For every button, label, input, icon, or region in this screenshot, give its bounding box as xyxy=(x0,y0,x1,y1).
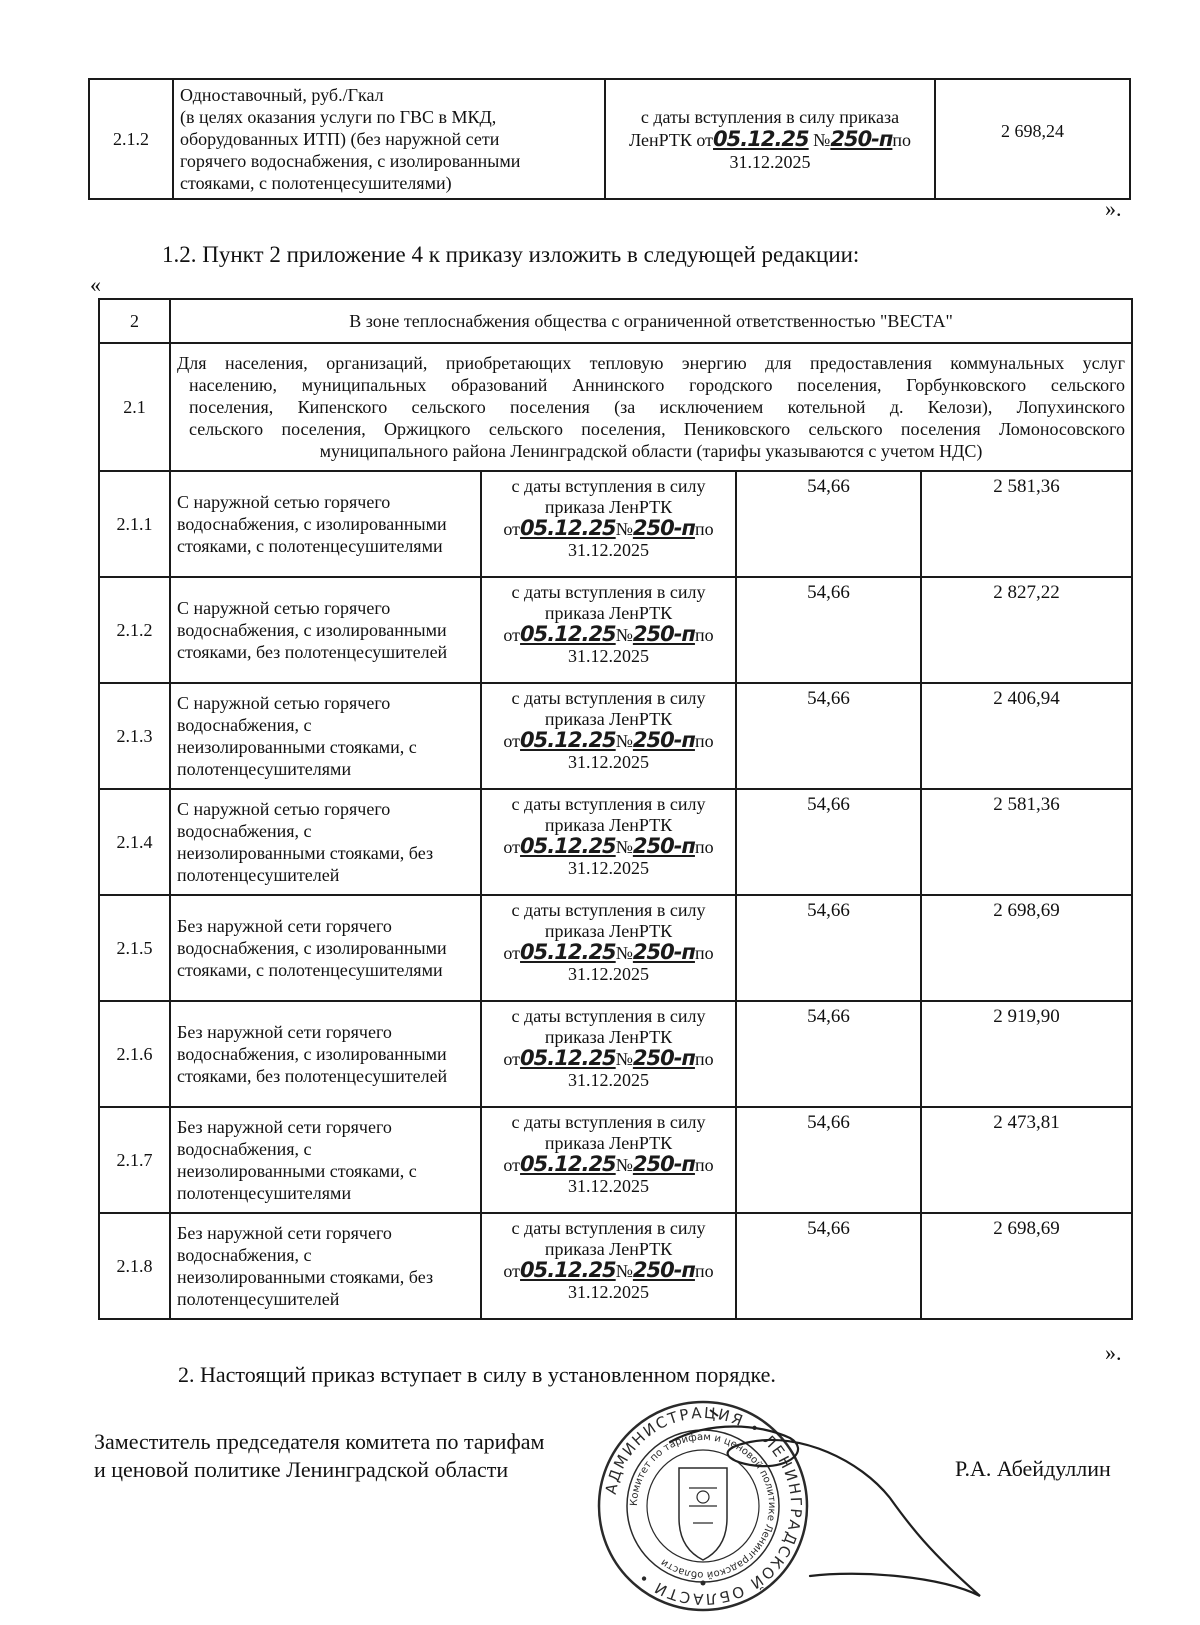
period-by: по xyxy=(694,837,714,857)
desc-line: водоснабжения, с xyxy=(177,1139,312,1159)
desc-line: Без наружной сети горячего xyxy=(177,1022,392,1042)
period-line: приказа ЛенРТК xyxy=(544,1133,673,1153)
group-line: муниципального района Ленинградской области (тарифы указываются с учетом НДС) xyxy=(319,441,983,461)
group-line: поселения, Кипенского сельского поселения (за исключением котельной д. Келози), Лопухинского xyxy=(189,397,1126,417)
period-line: с даты вступления в силу xyxy=(511,688,706,708)
period-line: приказа ЛенРТК xyxy=(544,815,673,835)
period-line: с даты вступления в силу xyxy=(511,1112,706,1132)
period-line: приказа ЛенРТК xyxy=(544,1027,673,1047)
group-line: Для населения, организаций, приобретающих тепловую энергию для предоставления коммунальных услуг xyxy=(177,353,1126,373)
table-row xyxy=(99,789,1132,895)
period-line: приказа ЛенРТК xyxy=(544,921,673,941)
tariff-value: 2 698,24 xyxy=(935,79,1130,199)
period-end: 31.12.2025 xyxy=(568,752,649,772)
desc-line: С наружной сетью горячего xyxy=(177,799,391,819)
rate-component-2: 2 919,90 xyxy=(921,1001,1132,1107)
row-number: 2.1.8 xyxy=(99,1213,170,1319)
rate-component-2: 2 827,22 xyxy=(921,577,1132,683)
handwritten-date: 05.12.25 xyxy=(520,728,616,752)
period-line xyxy=(488,730,729,752)
table-row xyxy=(99,1107,1132,1213)
period-by: по xyxy=(694,519,714,539)
validity-period xyxy=(481,1213,736,1319)
handwritten-order-number: 250-п xyxy=(632,834,695,858)
zone-title: В зоне теплоснабжения общества с ограниченной ответственностью "ВЕСТА" xyxy=(170,299,1132,343)
period-prefix: от xyxy=(503,1155,521,1175)
row-description xyxy=(170,789,481,895)
signatory-name: Р.А. Абейдуллин xyxy=(955,1456,1111,1481)
number-sign: № xyxy=(615,1049,633,1069)
desc-line: стояками, без полотенцесушителей xyxy=(177,1066,448,1086)
period-end: 31.12.2025 xyxy=(568,540,649,560)
period-line xyxy=(488,942,729,964)
desc-line: водоснабжения, с изолированными xyxy=(177,938,447,958)
zone-number: 2 xyxy=(99,299,170,343)
desc-line: неизолированными стояками, без xyxy=(177,1267,434,1287)
desc-line: С наружной сетью горячего xyxy=(177,492,391,512)
period-line: с даты вступления в силу xyxy=(511,476,706,496)
number-sign: № xyxy=(615,837,633,857)
rate-component-2: 2 473,81 xyxy=(921,1107,1132,1213)
desc-line: (в целях оказания услуги по ГВС в МКД, xyxy=(180,107,497,127)
section-heading: 1.2. Пункт 2 приложение 4 к приказу изложить в следующей редакции: xyxy=(162,242,860,267)
period-prefix: от xyxy=(503,837,521,857)
desc-line: неизолированными стояками, с xyxy=(177,737,417,757)
period-line xyxy=(488,1260,729,1282)
period-line: приказа ЛенРТК xyxy=(544,1239,673,1259)
desc-line: полотенцесушителей xyxy=(177,1289,340,1309)
desc-line: С наружной сетью горячего xyxy=(177,693,391,713)
desc-line: неизолированными стояками, с xyxy=(177,1161,417,1181)
desc-line: водоснабжения, с xyxy=(177,1245,312,1265)
number-sign: № xyxy=(615,519,633,539)
handwritten-date: 05.12.25 xyxy=(520,940,616,964)
table-row xyxy=(99,1001,1132,1107)
number-sign: № xyxy=(615,731,633,751)
group-row xyxy=(99,343,1132,471)
period-prefix: от xyxy=(503,519,521,539)
period-end: 31.12.2025 xyxy=(568,1176,649,1196)
period-line xyxy=(488,1154,729,1176)
handwritten-date: 05.12.25 xyxy=(520,1152,616,1176)
row-number: 2.1.3 xyxy=(99,683,170,789)
period-by: по xyxy=(694,625,714,645)
handwritten-date: 05.12.25 xyxy=(520,516,616,540)
period-prefix: ЛенРТК от xyxy=(628,130,714,150)
rate-component-2: 2 581,36 xyxy=(921,789,1132,895)
desc-line: стояками, с полотенцесушителями xyxy=(177,536,443,556)
handwritten-order-number: 250-п xyxy=(632,1046,695,1070)
period-end: 31.12.2025 xyxy=(568,964,649,984)
rate-component-1: 54,66 xyxy=(736,471,921,577)
row-number: 2.1.2 xyxy=(89,79,173,199)
period-line xyxy=(488,518,729,540)
row-description xyxy=(170,1107,481,1213)
number-sign: № xyxy=(615,625,633,645)
desc-line: оборудованных ИТП) (без наружной сети xyxy=(180,129,500,149)
table-row xyxy=(99,471,1132,577)
desc-line: водоснабжения, с xyxy=(177,715,312,735)
desc-line: Без наружной сети горячего xyxy=(177,1223,392,1243)
zone-row xyxy=(99,299,1132,343)
rate-component-1: 54,66 xyxy=(736,577,921,683)
desc-line: Одноставочный, руб./Гкал xyxy=(180,85,384,105)
desc-line: горячего водоснабжения, с изолированными xyxy=(180,151,521,171)
period-line: приказа ЛенРТК xyxy=(544,603,673,623)
period-end: 31.12.2025 xyxy=(568,858,649,878)
number-sign: № xyxy=(813,130,831,150)
desc-line: стояками, с полотенцесушителями) xyxy=(180,173,452,193)
desc-line: Без наружной сети горячего xyxy=(177,1117,392,1137)
period-line xyxy=(488,1048,729,1070)
handwritten-order-number: 250-п xyxy=(632,622,695,646)
closing-quote: ». xyxy=(1105,1340,1122,1365)
period-end: 31.12.2025 xyxy=(568,1282,649,1302)
desc-line: С наружной сетью горячего xyxy=(177,598,391,618)
desc-line: стояками, без полотенцесушителей xyxy=(177,642,448,662)
handwritten-order-number: 250-п xyxy=(632,728,695,752)
period-end: 31.12.2025 xyxy=(568,1070,649,1090)
row-number: 2.1.6 xyxy=(99,1001,170,1107)
handwritten-date: 05.12.25 xyxy=(520,622,616,646)
rate-component-2: 2 698,69 xyxy=(921,1213,1132,1319)
final-clause: 2. Настоящий приказ вступает в силу в установленном порядке. xyxy=(178,1362,776,1387)
period-line xyxy=(488,624,729,646)
rate-component-2: 2 406,94 xyxy=(921,683,1132,789)
period-line: с даты вступления в силу xyxy=(511,1006,706,1026)
period-prefix: от xyxy=(503,1049,521,1069)
period-prefix: от xyxy=(503,625,521,645)
period-line: с даты вступления в силу xyxy=(511,794,706,814)
rate-component-1: 54,66 xyxy=(736,1107,921,1213)
closing-quote: ». xyxy=(1105,196,1122,221)
validity-period xyxy=(481,1001,736,1107)
number-sign: № xyxy=(615,1261,633,1281)
rate-component-1: 54,66 xyxy=(736,789,921,895)
rate-component-1: 54,66 xyxy=(736,895,921,1001)
stamp-inner-text: Комитет по тарифам и ценовой политике Ленинградской области xyxy=(628,1431,778,1581)
handwritten-date: 05.12.25 xyxy=(713,127,809,151)
row-number: 2.1.5 xyxy=(99,895,170,1001)
handwritten-date: 05.12.25 xyxy=(520,834,616,858)
top-tariff-table xyxy=(88,78,1131,200)
group-description xyxy=(170,343,1132,471)
handwritten-signature-icon xyxy=(560,1380,1000,1620)
period-by: по xyxy=(694,1261,714,1281)
number-sign: № xyxy=(615,943,633,963)
validity-period xyxy=(481,789,736,895)
number-sign: № xyxy=(615,1155,633,1175)
rate-component-1: 54,66 xyxy=(736,1213,921,1319)
period-line: с даты вступления в силу xyxy=(511,582,706,602)
row-description xyxy=(170,471,481,577)
table-row xyxy=(99,1213,1132,1319)
period-line: с даты вступления в силу xyxy=(511,900,706,920)
stamp-outer-text: АДМИНИСТРАЦИЯ • ЛЕНИНГРАДСКОЙ ОБЛАСТИ • xyxy=(601,1403,806,1609)
validity-period xyxy=(481,471,736,577)
table-row xyxy=(99,577,1132,683)
row-description xyxy=(170,1213,481,1319)
row-number: 2.1.2 xyxy=(99,577,170,683)
row-description xyxy=(170,577,481,683)
validity-period xyxy=(481,1107,736,1213)
handwritten-order-number: 250-п xyxy=(632,940,695,964)
rate-component-2: 2 698,69 xyxy=(921,895,1132,1001)
row-number: 2.1.4 xyxy=(99,789,170,895)
desc-line: водоснабжения, с xyxy=(177,821,312,841)
period-by: по xyxy=(694,731,714,751)
row-number: 2.1.1 xyxy=(99,471,170,577)
period-line: с даты вступления в силу xyxy=(511,1218,706,1238)
rate-component-1: 54,66 xyxy=(736,1001,921,1107)
period-line: приказа ЛенРТК xyxy=(544,709,673,729)
desc-line: водоснабжения, с изолированными xyxy=(177,514,447,534)
period-end: 31.12.2025 xyxy=(729,152,811,172)
period-line xyxy=(488,836,729,858)
table-row xyxy=(99,683,1132,789)
handwritten-order-number: 250-п xyxy=(632,516,695,540)
tariff-rows xyxy=(99,471,1132,1319)
validity-period xyxy=(481,895,736,1001)
period-by: по xyxy=(694,943,714,963)
validity-period xyxy=(481,683,736,789)
tariff-table xyxy=(98,298,1133,1320)
desc-line: полотенцесушителями xyxy=(177,759,352,779)
period-end: 31.12.2025 xyxy=(568,646,649,666)
desc-line: полотенцесушителей xyxy=(177,865,340,885)
row-description xyxy=(170,895,481,1001)
group-line: сельского поселения, Оржицкого сельского поселения, Пениковского сельского поселения Ломоносовского xyxy=(189,419,1126,439)
desc-line: неизолированными стояками, без xyxy=(177,843,434,863)
group-number: 2.1 xyxy=(99,343,170,471)
period-by: по xyxy=(694,1049,714,1069)
period-prefix: от xyxy=(503,1261,521,1281)
period-line: с даты вступления в силу приказа xyxy=(640,107,900,127)
desc-line: стояками, с полотенцесушителями xyxy=(177,960,443,980)
handwritten-order-number: 250-п xyxy=(830,127,893,151)
validity-period xyxy=(481,577,736,683)
tariff-description xyxy=(173,79,605,199)
rate-component-1: 54,66 xyxy=(736,683,921,789)
handwritten-date: 05.12.25 xyxy=(520,1258,616,1282)
row-number: 2.1.7 xyxy=(99,1107,170,1213)
desc-line: водоснабжения, с изолированными xyxy=(177,620,447,640)
desc-line: полотенцесушителями xyxy=(177,1183,352,1203)
period-prefix: от xyxy=(503,943,521,963)
signatory-line: Заместитель председателя комитета по тарифам xyxy=(94,1429,545,1454)
group-line: населению, муниципальных образований Аннинского городского поселения, Горбунковского сельского xyxy=(189,375,1126,395)
handwritten-order-number: 250-п xyxy=(632,1258,695,1282)
period-line xyxy=(612,128,928,151)
period-prefix: от xyxy=(503,731,521,751)
handwritten-order-number: 250-п xyxy=(632,1152,695,1176)
period-line: приказа ЛенРТК xyxy=(544,497,673,517)
table-row xyxy=(99,895,1132,1001)
rate-component-2: 2 581,36 xyxy=(921,471,1132,577)
opening-quote: « xyxy=(90,272,101,297)
period-by: по xyxy=(694,1155,714,1175)
signatory-line: и ценовой политике Ленинградской области xyxy=(94,1457,509,1482)
signatory-title xyxy=(94,1428,544,1484)
period-by: по xyxy=(892,130,912,150)
handwritten-date: 05.12.25 xyxy=(520,1046,616,1070)
validity-period xyxy=(605,79,935,199)
row-description xyxy=(170,683,481,789)
row-description xyxy=(170,1001,481,1107)
desc-line: Без наружной сети горячего xyxy=(177,916,392,936)
desc-line: водоснабжения, с изолированными xyxy=(177,1044,447,1064)
